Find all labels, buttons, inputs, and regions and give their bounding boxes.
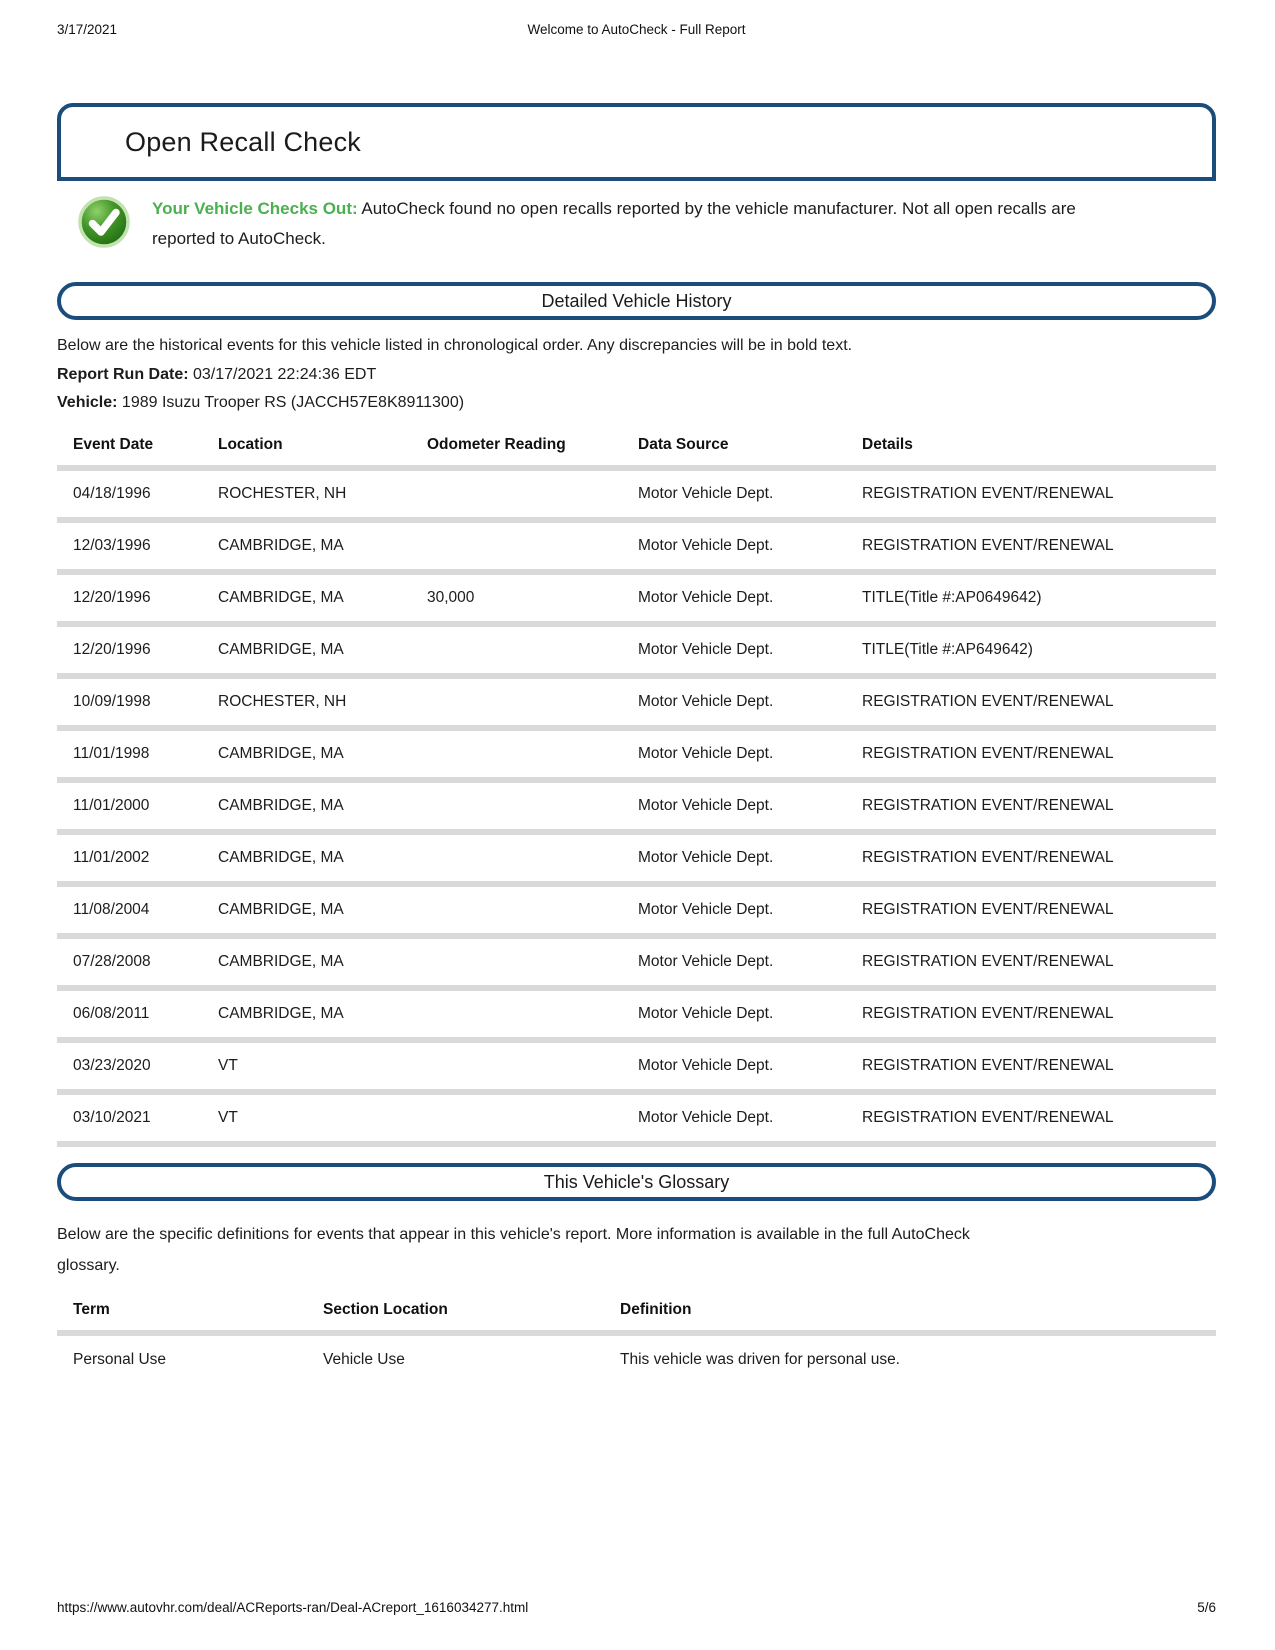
glossary-table — [57, 1293, 1216, 1383]
term-cell: Personal Use — [73, 1350, 167, 1368]
data-source-cell: Motor Vehicle Dept. — [622, 728, 846, 780]
odometer-cell — [411, 780, 622, 832]
column-header-term: Term — [57, 1293, 307, 1333]
vehicle-value: 1989 Isuzu Trooper RS (JACCH57E8K8911300) — [117, 394, 465, 411]
column-header-odometer-reading: Odometer Reading — [411, 428, 622, 468]
glossary-table-row — [57, 1333, 1216, 1383]
data-source-cell: Motor Vehicle Dept. — [622, 1040, 846, 1092]
details-cell: REGISTRATION EVENT/RENEWAL — [846, 1040, 1216, 1092]
location-cell: VT — [202, 1092, 411, 1144]
section-title-open-recall-check: Open Recall Check — [125, 126, 362, 157]
history-table-row — [57, 936, 1216, 988]
history-table-row — [57, 468, 1216, 520]
event-date-cell: 03/10/2021 — [57, 1092, 202, 1144]
details-cell: REGISTRATION EVENT/RENEWAL — [846, 520, 1216, 572]
data-source-cell: Motor Vehicle Dept. — [622, 572, 846, 624]
odometer-cell — [411, 832, 622, 884]
section-title-vehicle-glossary: This Vehicle's Glossary — [543, 1172, 730, 1192]
vehicle-glossary-header — [57, 1163, 1216, 1201]
details-cell: REGISTRATION EVENT/RENEWAL — [846, 1092, 1216, 1144]
odometer-cell — [411, 520, 622, 572]
recall-status-row — [57, 194, 1216, 254]
location-cell: CAMBRIDGE, MA — [202, 728, 411, 780]
details-cell: REGISTRATION EVENT/RENEWAL — [846, 884, 1216, 936]
event-date-cell: 11/01/2002 — [57, 832, 202, 884]
event-date-cell: 03/23/2020 — [57, 1040, 202, 1092]
odometer-cell — [411, 988, 622, 1040]
event-date-cell: 11/01/2000 — [57, 780, 202, 832]
open-recall-check-section — [57, 103, 1216, 181]
location-cell: ROCHESTER, NH — [202, 676, 411, 728]
event-date-cell: 07/28/2008 — [57, 936, 202, 988]
history-table-row — [57, 728, 1216, 780]
history-intro: Below are the historical events for this vehicle listed in chronological order. Any discrepancies will be in bold text. — [57, 337, 853, 354]
recall-status-text — [152, 194, 1130, 254]
print-header — [57, 0, 1216, 40]
history-table-row — [57, 624, 1216, 676]
vehicle-line — [57, 394, 1216, 412]
data-source-cell: Motor Vehicle Dept. — [622, 520, 846, 572]
vehicle-label: Vehicle: — [57, 394, 118, 411]
odometer-cell — [411, 936, 622, 988]
history-table-row — [57, 1040, 1216, 1092]
event-date-cell: 11/01/1998 — [57, 728, 202, 780]
data-source-cell: Motor Vehicle Dept. — [622, 780, 846, 832]
details-cell: REGISTRATION EVENT/RENEWAL — [846, 832, 1216, 884]
status-label: Your Vehicle Checks Out: — [152, 199, 358, 218]
odometer-cell — [411, 624, 622, 676]
column-header-section-location: Section Location — [307, 1293, 604, 1333]
location-cell: CAMBRIDGE, MA — [202, 988, 411, 1040]
details-cell: REGISTRATION EVENT/RENEWAL — [846, 936, 1216, 988]
event-date-cell: 11/08/2004 — [57, 884, 202, 936]
location-cell: CAMBRIDGE, MA — [202, 884, 411, 936]
event-date-cell: 04/18/1996 — [57, 468, 202, 520]
details-cell: REGISTRATION EVENT/RENEWAL — [846, 676, 1216, 728]
column-header-location: Location — [202, 428, 411, 468]
data-source-cell: Motor Vehicle Dept. — [622, 676, 846, 728]
definition-cell: This vehicle was driven for personal use. — [620, 1350, 900, 1368]
details-cell: TITLE(Title #:AP649642) — [846, 624, 1216, 676]
section-title-detailed-vehicle-history: Detailed Vehicle History — [541, 291, 732, 311]
details-cell: REGISTRATION EVENT/RENEWAL — [846, 988, 1216, 1040]
details-cell: REGISTRATION EVENT/RENEWAL — [846, 468, 1216, 520]
location-cell: CAMBRIDGE, MA — [202, 832, 411, 884]
event-date-cell: 12/20/1996 — [57, 624, 202, 676]
data-source-cell: Motor Vehicle Dept. — [622, 624, 846, 676]
data-source-cell: Motor Vehicle Dept. — [622, 832, 846, 884]
location-cell: CAMBRIDGE, MA — [202, 572, 411, 624]
event-date-cell: 06/08/2011 — [57, 988, 202, 1040]
column-header-details: Details — [846, 428, 1216, 468]
history-table-row — [57, 780, 1216, 832]
event-date-cell: 10/09/1998 — [57, 676, 202, 728]
odometer-cell — [411, 676, 622, 728]
column-header-event-date: Event Date — [57, 428, 202, 468]
print-title: Welcome to AutoCheck - Full Report — [527, 22, 746, 37]
location-cell: CAMBRIDGE, MA — [202, 520, 411, 572]
history-table-row — [57, 572, 1216, 624]
odometer-cell — [411, 468, 622, 520]
event-date-cell: 12/03/1996 — [57, 520, 202, 572]
odometer-cell — [411, 1040, 622, 1092]
data-source-cell: Motor Vehicle Dept. — [622, 884, 846, 936]
odometer-cell — [411, 728, 622, 780]
data-source-cell: Motor Vehicle Dept. — [622, 468, 846, 520]
print-date: 3/17/2021 — [57, 22, 118, 37]
location-cell: CAMBRIDGE, MA — [202, 936, 411, 988]
history-table-row — [57, 520, 1216, 572]
report-run-date-value: 03/17/2021 22:24:36 EDT — [188, 366, 377, 383]
report-run-date-line — [57, 366, 1216, 384]
history-table-row — [57, 1092, 1216, 1144]
details-cell: REGISTRATION EVENT/RENEWAL — [846, 728, 1216, 780]
print-footer — [57, 1600, 1216, 1615]
history-table-row — [57, 832, 1216, 884]
column-header-definition: Definition — [604, 1293, 1216, 1333]
history-table-header-row — [57, 428, 1216, 468]
history-table-row — [57, 988, 1216, 1040]
details-cell: TITLE(Title #:AP0649642) — [846, 572, 1216, 624]
odometer-cell: 30,000 — [411, 572, 622, 624]
column-header-data-source: Data Source — [622, 428, 846, 468]
detailed-vehicle-history-header — [57, 282, 1216, 320]
data-source-cell: Motor Vehicle Dept. — [622, 936, 846, 988]
data-source-cell: Motor Vehicle Dept. — [622, 1092, 846, 1144]
footer-url: https://www.autovhr.com/deal/ACReports-ran/Deal-ACreport_1616034277.html — [57, 1600, 529, 1615]
glossary-table-header-row — [57, 1293, 1216, 1333]
history-table-row — [57, 884, 1216, 936]
location-cell: VT — [202, 1040, 411, 1092]
glossary-intro: Below are the specific definitions for events that appear in this vehicle's report. More information is available in the full AutoCheck glossary. — [57, 1226, 970, 1274]
location-cell: ROCHESTER, NH — [202, 468, 411, 520]
footer-page-number: 5/6 — [1197, 1600, 1216, 1615]
location-cell: CAMBRIDGE, MA — [202, 780, 411, 832]
data-source-cell: Motor Vehicle Dept. — [622, 988, 846, 1040]
vehicle-history-table — [57, 428, 1216, 1147]
report-run-date-label: Report Run Date: — [57, 366, 189, 383]
status-detail: AutoCheck found no open recalls reported by the vehicle manufacturer. Not all open recalls are reported to AutoCheck. — [152, 199, 1076, 248]
odometer-cell — [411, 1092, 622, 1144]
details-cell: REGISTRATION EVENT/RENEWAL — [846, 780, 1216, 832]
location-cell: CAMBRIDGE, MA — [202, 624, 411, 676]
odometer-cell — [411, 884, 622, 936]
event-date-cell: 12/20/1996 — [57, 572, 202, 624]
history-table-row — [57, 676, 1216, 728]
section-location-cell: Vehicle Use — [323, 1350, 405, 1368]
green-check-icon — [78, 196, 130, 248]
